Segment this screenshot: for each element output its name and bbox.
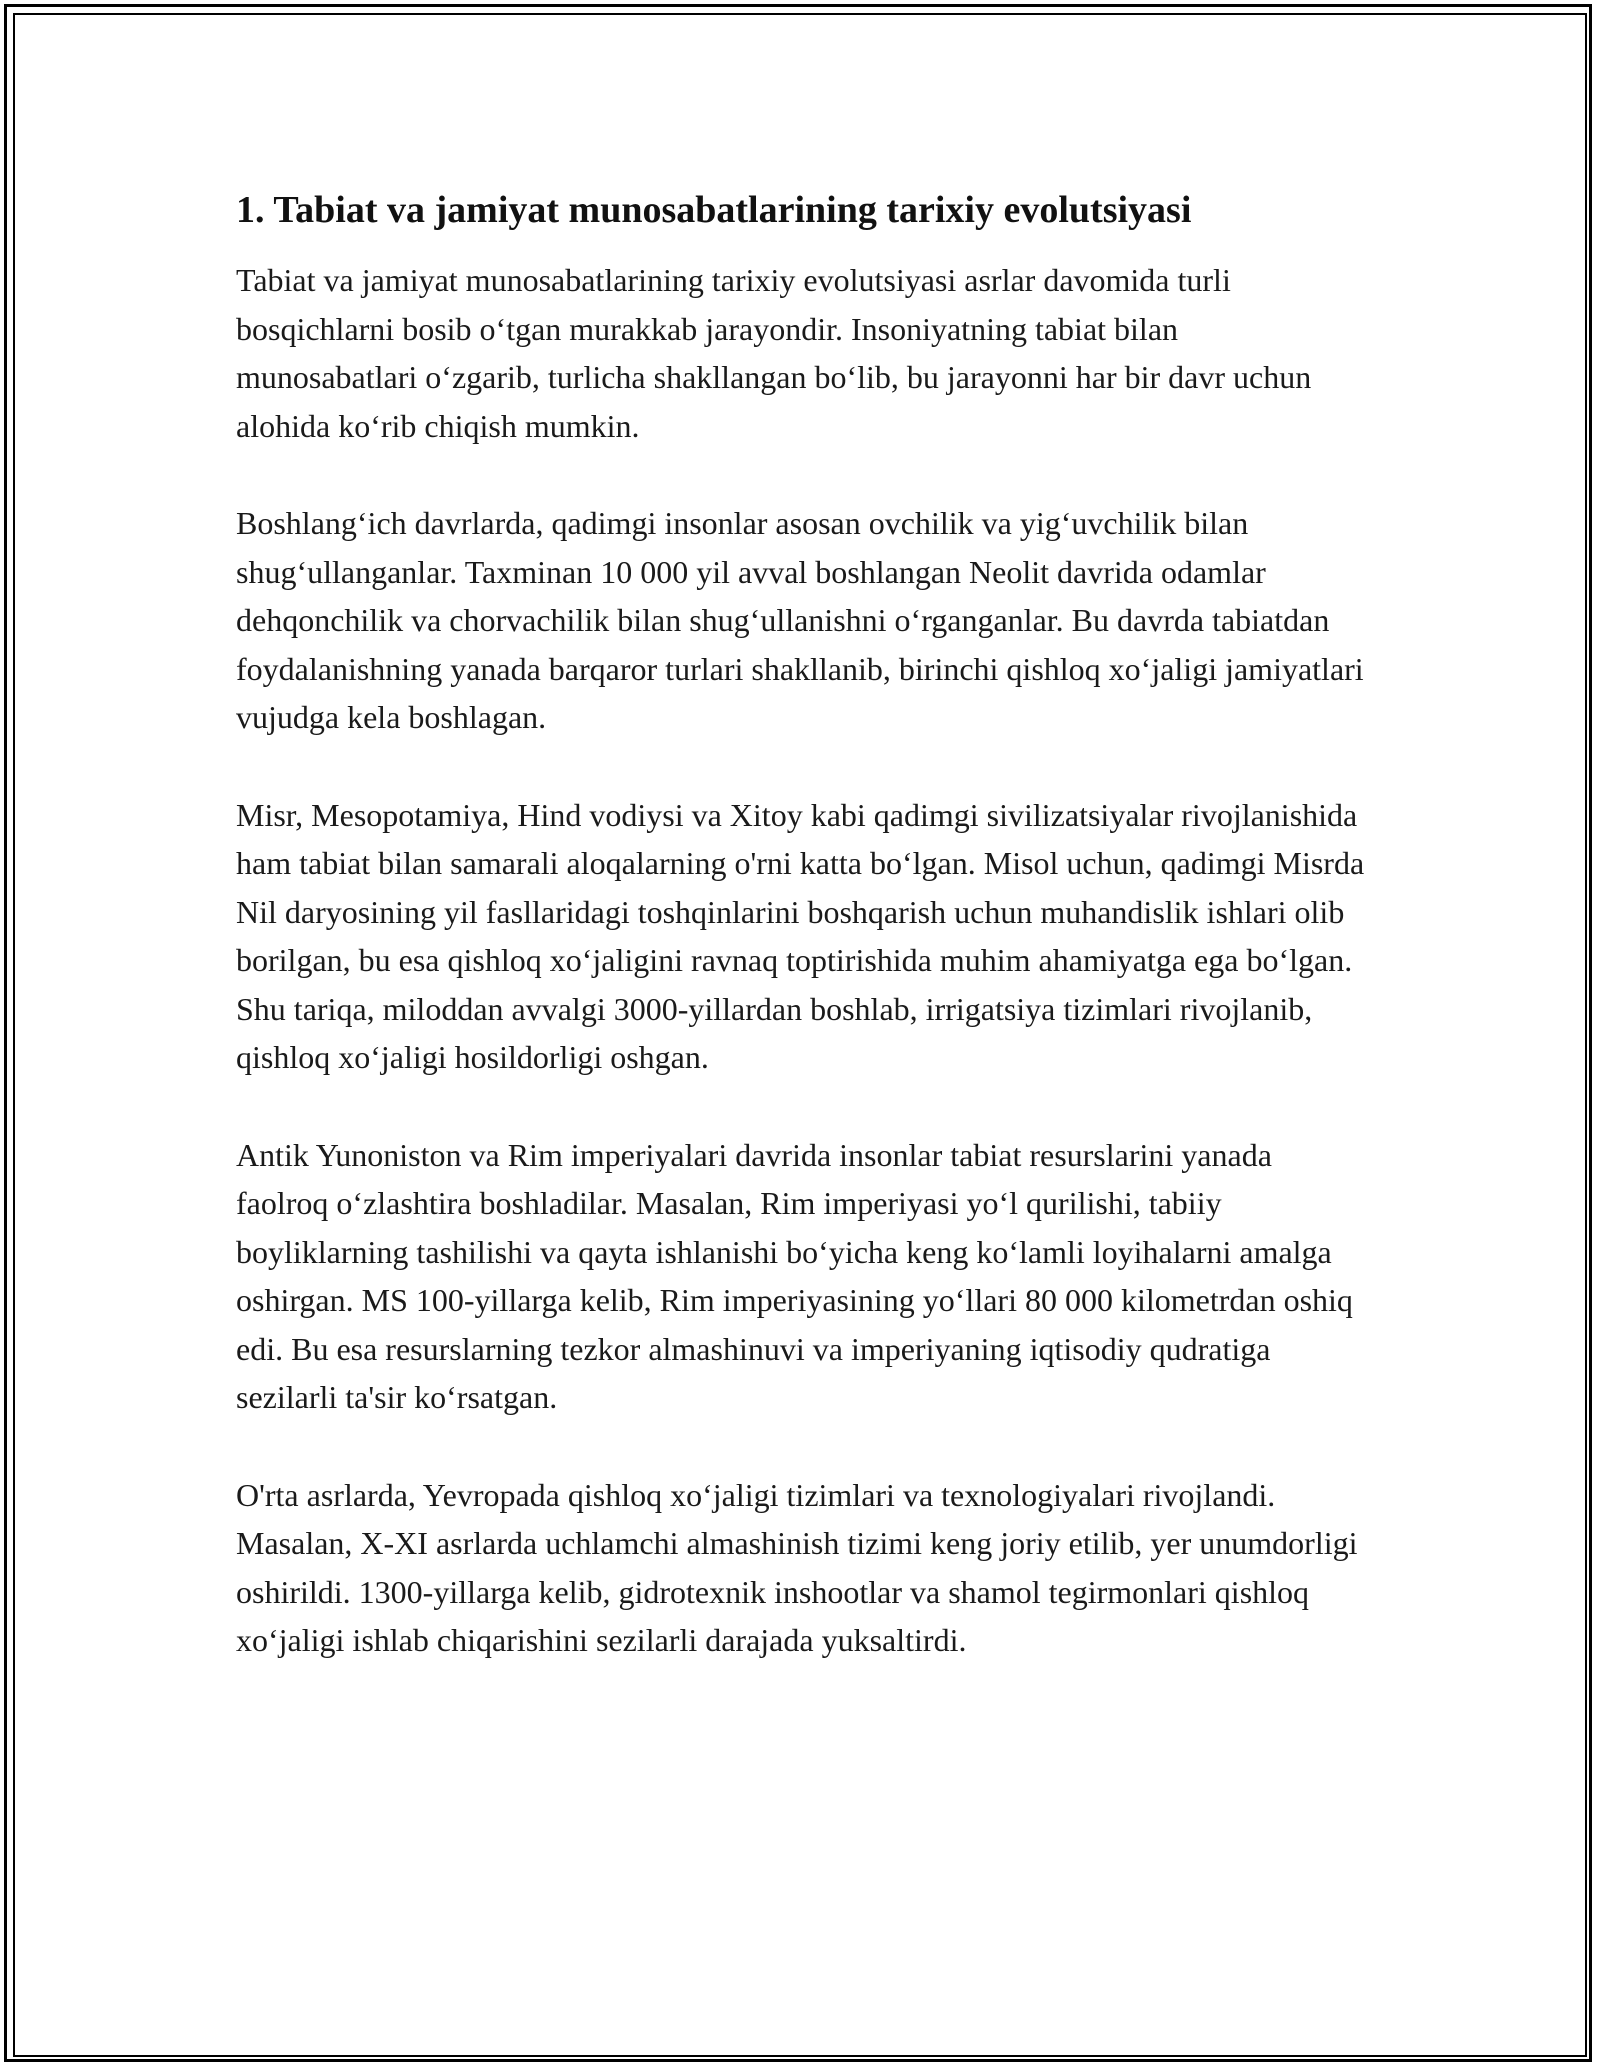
paragraph-intro: Tabiat va jamiyat munosabatlarining tarixiy evolutsiyasi asrlar davomida turli bosqichlarni bosib o‘tgan murakkab jarayondir. Insoniyatning tabiat bilan munosabatlari o‘zgarib, turlicha shakllangan bo‘lib, bu jarayonni har bir davr uchun alohida ko‘rib chiqish mumkin. [236, 262, 1312, 444]
document-body [236, 186, 1366, 1714]
section-title: 1. Tabiat va jamiyat munosabatlarining tarixiy evolutsiyasi [236, 189, 1192, 231]
paragraph-neolithic: Boshlang‘ich davrlarda, qadimgi insonlar asosan ovchilik va yig‘uvchilik bilan shug‘ullanganlar. Taxminan 10 000 yil avval boshlangan Neolit davrida odamlar dehqonchilik va chorvachilik bilan shug‘ullanishni o‘rganganlar. Bu davrda tabiatdan foydalanishning yanada barqaror turlari shakllanib, birinchi qishloq xo‘jaligi jamiyatlari vujudga kela boshlagan. [236, 505, 1364, 735]
paragraph-middle-ages: O'rta asrlarda, Yevropada qishloq xo‘jaligi tizimlari va texnologiyalari rivojlandi. Masalan, X-XI asrlarda uchlamchi almashinish tizimi keng joriy etilib, yer unumdorligi oshirildi. 1300-yillarga kelib, gidrotexnik inshootlar va shamol tegirmonlari qishloq xo‘jaligi ishlab chiqarishini sezilarli darajada yuksaltirdi. [236, 1476, 1358, 1658]
paragraph-greece-rome: Antik Yunoniston va Rim imperiyalari davrida insonlar tabiat resurslarini yanada faolroq o‘zlashtira boshladilar. Masalan, Rim imperiyasi yo‘l qurilishi, tabiiy boyliklarning tashilishi va qayta ishlanishi bo‘yicha keng ko‘lamli loyihalarni amalga oshirgan. MS 100-yillarga kelib, Rim imperiyasining yo‘llari 80 000 kilometrdan oshiq edi. Bu esa resurslarning tezkor almashinuvi va imperiyaning iqtisodiy qudratiga sezilarli ta'sir ko‘rsatgan. [236, 1136, 1353, 1415]
paragraph-ancient-civilizations: Misr, Mesopotamiya, Hind vodiysi va Xitoy kabi qadimgi sivilizatsiyalar rivojlanishida ham tabiat bilan samarali aloqalarning o'rni katta bo‘lgan. Misol uchun, qadimgi Misrda Nil daryosining yil fasllaridagi toshqinlarini boshqarish uchun muhandislik ishlari olib borilgan, bu esa qishloq xo‘jaligini ravnaq toptirishida muhim ahamiyatga ega bo‘lgan. Shu tariqa, miloddan avvalgi 3000-yillardan boshlab, irrigatsiya tizimlari rivojlanib, qishloq xo‘jaligi hosildorligi oshgan. [236, 796, 1365, 1075]
